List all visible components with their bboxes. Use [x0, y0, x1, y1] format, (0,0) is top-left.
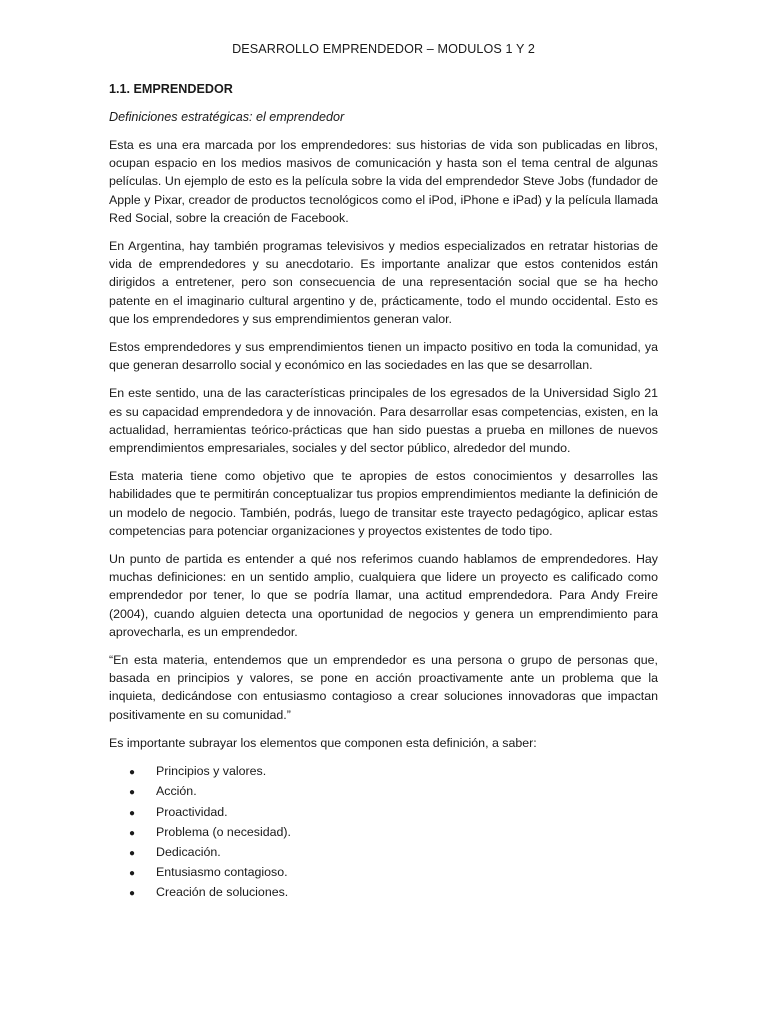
- bullet-icon: ●: [129, 767, 136, 779]
- document-title: DESARROLLO EMPRENDEDOR – MODULOS 1 Y 2: [232, 42, 535, 56]
- list-item: [109, 843, 658, 863]
- paragraph: En Argentina, hay también programas televisivos y medios especializados en retratar historias de vida de emprendedores y su anecdotario. Es importante analizar que estos contenidos están dirigidos a entretener, pero son consecuencia de una representación social que se ha hecho patente en el imaginario cultural argentino y de, prácticamente, todo el mundo occidental. Esto es que los emprendedores y sus emprendimientos generan valor.: [109, 239, 658, 326]
- paragraph: Un punto de partida es entender a qué nos referimos cuando hablamos de emprendedores. Hay muchas definiciones: en un sentido amplio, cualquiera que lidere un proyecto es calificado como emprendedor por tener, lo que se podría llamar, una actitud emprendedora. Para Andy Freire (2004), cuando alguien detecta una oportunidad de negocios y genera un emprendimiento para aprovecharla, es un emprendedor.: [109, 552, 658, 639]
- list-item: [109, 883, 658, 903]
- quote-paragraph: “En esta materia, entendemos que un emprendedor es una persona o grupo de personas que, basada en principios y valores, se pone en acción proactivamente ante un problema que la inquieta, dedicándose con entusiasmo contagioso a crear soluciones innovadoras que impactan positivamente en su comunidad.”: [109, 653, 658, 722]
- document-page: [109, 40, 658, 904]
- bullet-icon: ●: [129, 847, 136, 859]
- bullet-list: [109, 762, 658, 903]
- list-item-text: Proactividad.: [156, 804, 228, 819]
- bullet-icon: ●: [129, 827, 136, 839]
- list-item-text: Acción.: [156, 784, 197, 799]
- paragraph: Estos emprendedores y sus emprendimientos tienen un impacto positivo en toda la comunidad, ya que generan desarrollo social y económico en las sociedades en las que se desarrollan.: [109, 340, 658, 373]
- subheading: Definiciones estratégicas: el emprendedor: [109, 110, 345, 124]
- paragraph: Esta es una era marcada por los emprendedores: sus historias de vida son publicadas en libros, ocupan espacio en los medios masivos de comunicación y hasta son el tema central de algunas películas. Un ejemplo de esto es la película sobre la vida del emprendedor Steve Jobs (fundador de Apple y Pixar, creador de productos tecnológicos como el iPod, iPhone e iPad) y la película llamada Red Social, sobre la creación de Facebook.: [109, 138, 658, 225]
- bullet-icon: ●: [129, 888, 136, 900]
- paragraph: Esta materia tiene como objetivo que te apropies de estos conocimientos y desarrolles las habilidades que te permitirán conceptualizar tus propios emprendimientos mediante la definición de un modelo de negocio. También, podrás, luego de transitar este trayecto pedagógico, aplicar estas competencias para potenciar organizaciones y proyectos existentes de todo tipo.: [109, 469, 658, 538]
- list-item-text: Entusiasmo contagioso.: [156, 865, 288, 880]
- paragraph: En este sentido, una de las características principales de los egresados de la Universidad Siglo 21 es su capacidad emprendedora y de innovación. Para desarrollar esas competencias, existen, en la actualidad, herramientas teórico-prácticas que han sido puestas a prueba en millones de nuevos emprendimientos empresariales, sociales y del sector público, alrededor del mundo.: [109, 386, 658, 456]
- list-item-text: Problema (o necesidad).: [156, 824, 291, 839]
- paragraph: Es importante subrayar los elementos que componen esta definición, a saber:: [109, 735, 537, 750]
- bullet-icon: ●: [129, 787, 136, 799]
- list-item: [109, 863, 658, 883]
- bullet-icon: ●: [129, 868, 136, 880]
- section-heading: 1.1. EMPRENDEDOR: [109, 82, 233, 96]
- list-item-text: Creación de soluciones.: [156, 885, 289, 900]
- list-item-text: Principios y valores.: [156, 764, 267, 779]
- list-item: [109, 803, 658, 823]
- list-item: [109, 762, 658, 782]
- list-item: [109, 782, 658, 802]
- list-item-text: Dedicación.: [156, 844, 221, 859]
- bullet-icon: ●: [129, 807, 136, 819]
- list-item: [109, 823, 658, 843]
